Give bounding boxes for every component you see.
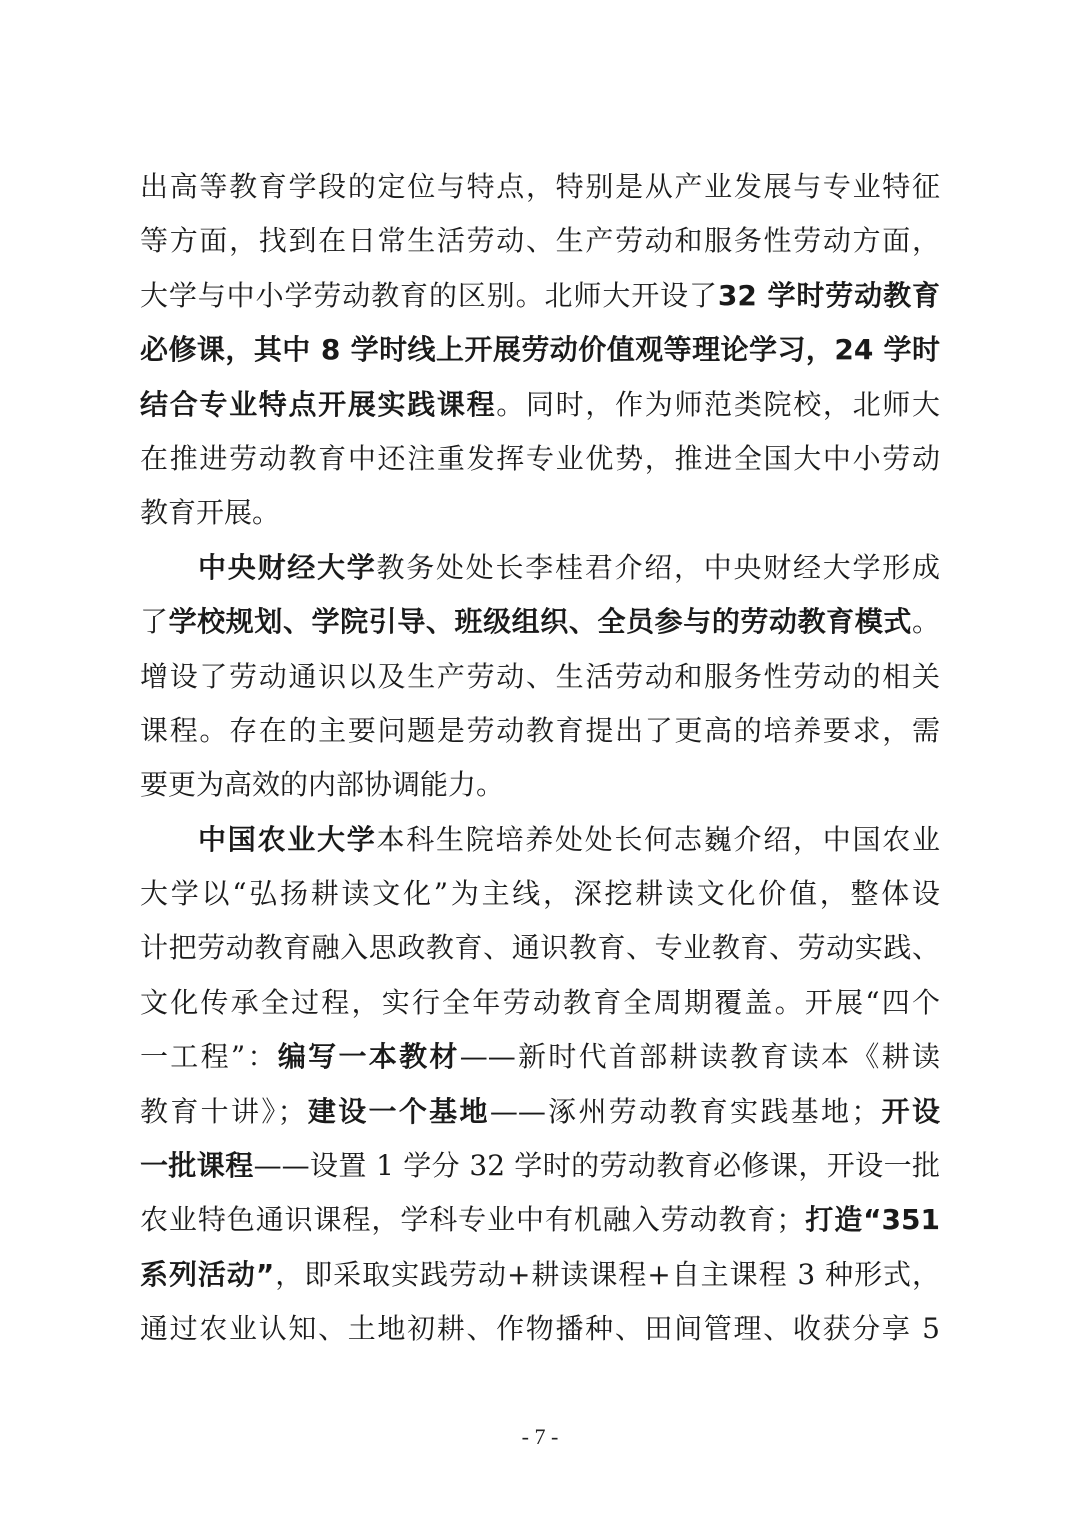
text-run: 教育开展。	[140, 496, 281, 530]
bold-text: 建设一个基地	[305, 1094, 490, 1128]
text-run: 计把劳动教育融入思政教育、通识教育、专业教育、劳动实践、	[140, 931, 940, 965]
text-line	[140, 1139, 940, 1193]
body-text	[140, 160, 940, 1357]
text-line	[140, 813, 940, 867]
text-line	[140, 976, 940, 1030]
text-run: ——新时代首部耕读教育读本《耕读	[459, 1040, 940, 1074]
text-run: 通过农业认知、土地初耕、作物播种、田间管理、收获分享 5	[140, 1312, 940, 1346]
text-line	[140, 595, 940, 649]
bold-text: 系列活动”	[140, 1257, 275, 1291]
text-line	[140, 541, 940, 595]
bold-text: 一批课程	[140, 1149, 254, 1183]
text-run: 在推进劳动教育中还注重发挥专业优势，推进全国大中小劳动	[140, 441, 940, 475]
bold-text: 32 学时劳动教育	[717, 278, 940, 312]
bold-text: 开设	[879, 1094, 940, 1128]
text-line	[140, 1302, 940, 1356]
text-run: ，即采取实践劳动+耕读课程+自主课程 3 种形式，	[274, 1257, 941, 1291]
text-run: 本科生院培养处处长何志巍介绍，中国农业	[376, 822, 940, 856]
text-line	[140, 867, 940, 921]
bold-text: 学校规划、学院引导、班级组织、全员参与的劳动教育模式	[168, 605, 912, 639]
bold-text: 编写一本教材	[277, 1040, 460, 1074]
text-line	[140, 378, 940, 432]
text-run: 等方面，找到在日常生活劳动、生产劳动和服务性劳动方面，	[140, 224, 940, 258]
text-run: 大学以“弘扬耕读文化”为主线，深挖耕读文化价值，整体设	[140, 877, 940, 911]
text-run: 增设了劳动通识以及生产劳动、生活劳动和服务性劳动的相关	[140, 659, 940, 693]
text-line	[140, 650, 940, 704]
text-run: 。同时，作为师范类院校，北师大	[496, 387, 940, 421]
text-run: 课程。存在的主要问题是劳动教育提出了更高的培养要求，需	[140, 713, 940, 747]
text-run: 农业特色通识课程，学科专业中有机融入劳动教育；	[140, 1203, 805, 1237]
text-line	[140, 758, 940, 812]
bold-text: 打造“351	[804, 1203, 940, 1237]
text-run: 。	[911, 605, 940, 639]
text-line	[140, 486, 940, 540]
text-line	[140, 921, 940, 975]
text-run: 文化传承全过程，实行全年劳动教育全周期覆盖。开展“四个	[140, 985, 940, 1019]
text-run: 要更为高效的内部协调能力。	[140, 768, 505, 802]
text-run: ——设置 1 学分 32 学时的劳动教育必修课，开设一批	[253, 1149, 940, 1183]
text-line	[140, 1085, 940, 1139]
text-run: 教育十讲》；	[140, 1094, 306, 1128]
text-line	[140, 269, 940, 323]
text-line	[140, 704, 940, 758]
text-line	[140, 1030, 940, 1084]
text-line	[140, 1248, 940, 1302]
page-number: - 7 -	[521, 1424, 559, 1449]
text-run: 大学与中小学劳动教育的区别。北师大开设了	[140, 278, 718, 312]
text-run: 一工程”：	[140, 1040, 278, 1074]
text-line	[140, 1193, 940, 1247]
text-line	[140, 160, 940, 214]
text-run: 了	[140, 605, 169, 639]
text-run: ——涿州劳动教育实践基地；	[489, 1094, 880, 1128]
text-line	[140, 432, 940, 486]
bold-text: 结合专业特点开展实践课程	[140, 387, 497, 421]
text-run: 教务处处长李桂君介绍，中央财经大学形成	[376, 550, 940, 584]
text-line	[140, 214, 940, 268]
text-run: 出高等教育学段的定位与特点，特别是从产业发展与专业特征	[140, 170, 940, 203]
bold-text: 必修课，其中 8 学时线上开展劳动价值观等理论学习，24 学时	[140, 333, 940, 367]
bold-text: 中国农业大学	[198, 822, 377, 856]
text-line	[140, 323, 940, 377]
bold-text: 中央财经大学	[198, 550, 377, 584]
